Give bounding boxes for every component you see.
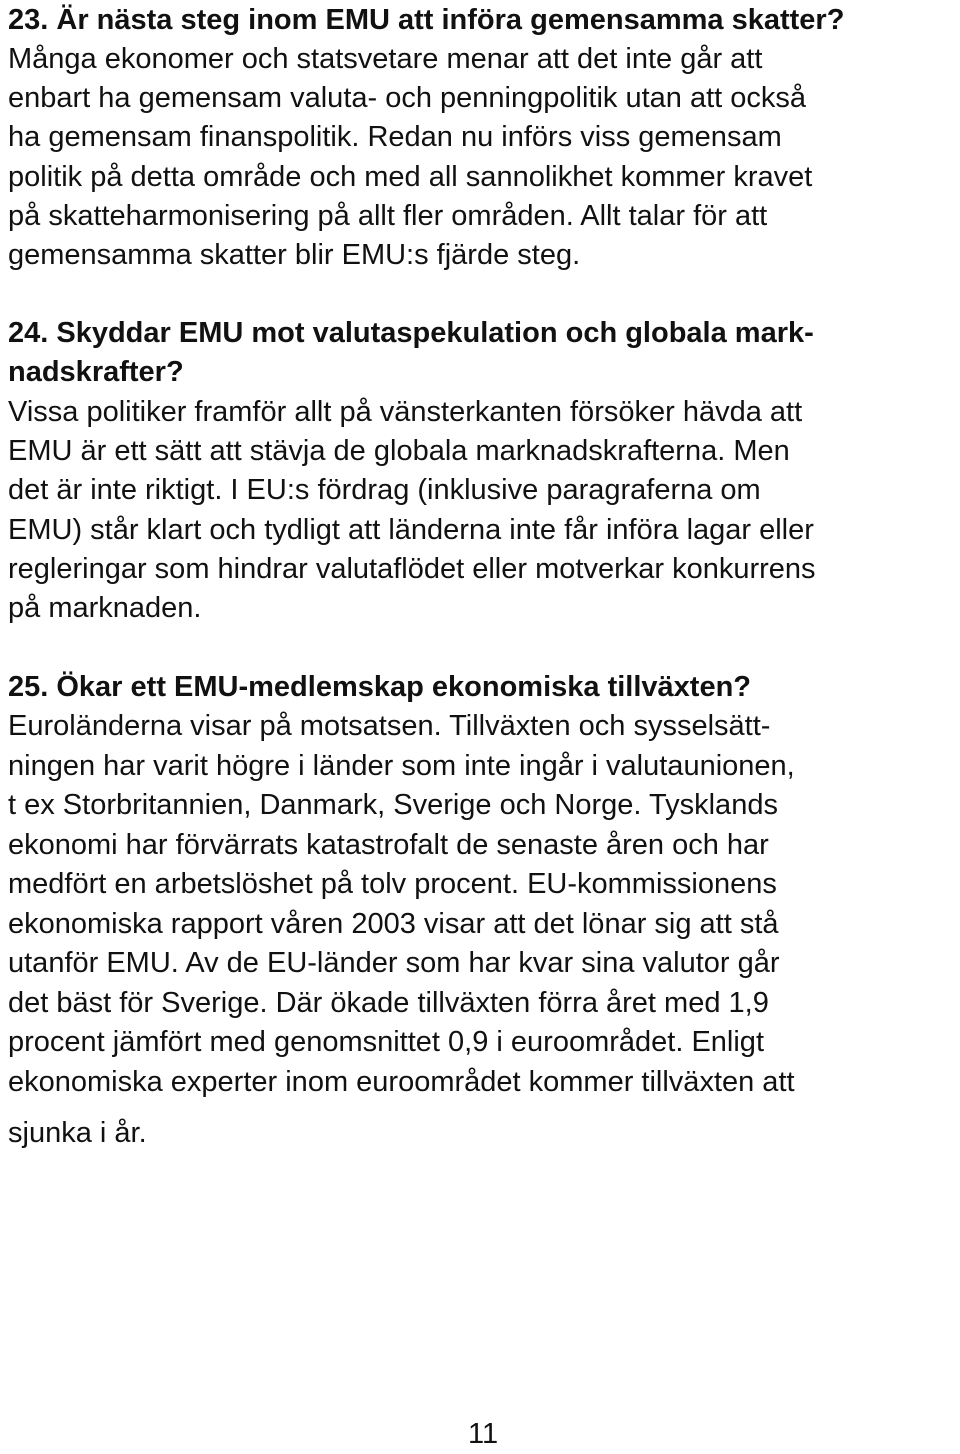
section-24-line: på marknaden. [8, 592, 202, 624]
section-24-heading: 24. Skyddar EMU mot valutaspekulation och globala mark- [8, 317, 814, 349]
section-23-line: på skatteharmonisering på allt fler områden. Allt talar för att [8, 200, 768, 232]
section-23-line: ha gemensam finanspolitik. Redan nu införs viss gemensam [8, 121, 782, 153]
section-24-line: EMU) står klart och tydligt att länderna inte får införa lagar eller [8, 514, 814, 546]
section-24-line: Vissa politiker framför allt på vänsterkanten försöker hävda att [8, 396, 803, 428]
section-25-line: det bäst för Sverige. Där ökade tillväxten förra året med 1,9 [8, 987, 769, 1019]
section-24-line: EMU är ett sätt att stävja de globala marknadskrafterna. Men [8, 435, 790, 467]
section-25-line: Euroländerna visar på motsatsen. Tillväxten och sysselsätt- [8, 710, 771, 742]
section-23-line: gemensamma skatter blir EMU:s fjärde steg. [8, 239, 581, 271]
section-25-line: t ex Storbritannien, Danmark, Sverige och Norge. Tysklands [8, 789, 778, 821]
section-23-line: Många ekonomer och statsvetare menar att det inte går att [8, 43, 763, 75]
section-23-line: politik på detta område och med all sannolikhet kommer kravet [8, 161, 813, 193]
section-24-line: det är inte riktigt. I EU:s fördrag (inklusive paragraferna om [8, 474, 761, 506]
section-25-line: ningen har varit högre i länder som inte ingår i valutaunionen, [8, 750, 795, 782]
section-25-line: medfört en arbetslöshet på tolv procent. EU-kommissionens [8, 868, 777, 900]
section-25-line: utanför EMU. Av de EU-länder som har kvar sina valutor går [8, 947, 780, 979]
section-25-line: sjunka i år. [8, 1117, 147, 1149]
section-23-heading: 23. Är nästa steg inom EMU att införa gemensamma skatter? [8, 4, 845, 36]
page-number: 11 [468, 1418, 499, 1450]
section-25-line: ekonomi har förvärrats katastrofalt de senaste åren och har [8, 829, 769, 861]
section-25-heading: 25. Ökar ett EMU-medlemskap ekonomiska tillväxten? [8, 671, 751, 703]
section-25-line: procent jämfört med genomsnittet 0,9 i euroområdet. Enligt [8, 1026, 764, 1058]
section-24-line: regleringar som hindrar valutaflödet eller motverkar konkurrens [8, 553, 816, 585]
section-25-line: ekonomiska experter inom euroområdet kommer tillväxten att [8, 1066, 795, 1098]
section-24-heading: nadskrafter? [8, 356, 184, 388]
section-23-line: enbart ha gemensam valuta- och penningpolitik utan att också [8, 82, 806, 114]
section-25-line: ekonomiska rapport våren 2003 visar att det lönar sig att stå [8, 908, 779, 940]
